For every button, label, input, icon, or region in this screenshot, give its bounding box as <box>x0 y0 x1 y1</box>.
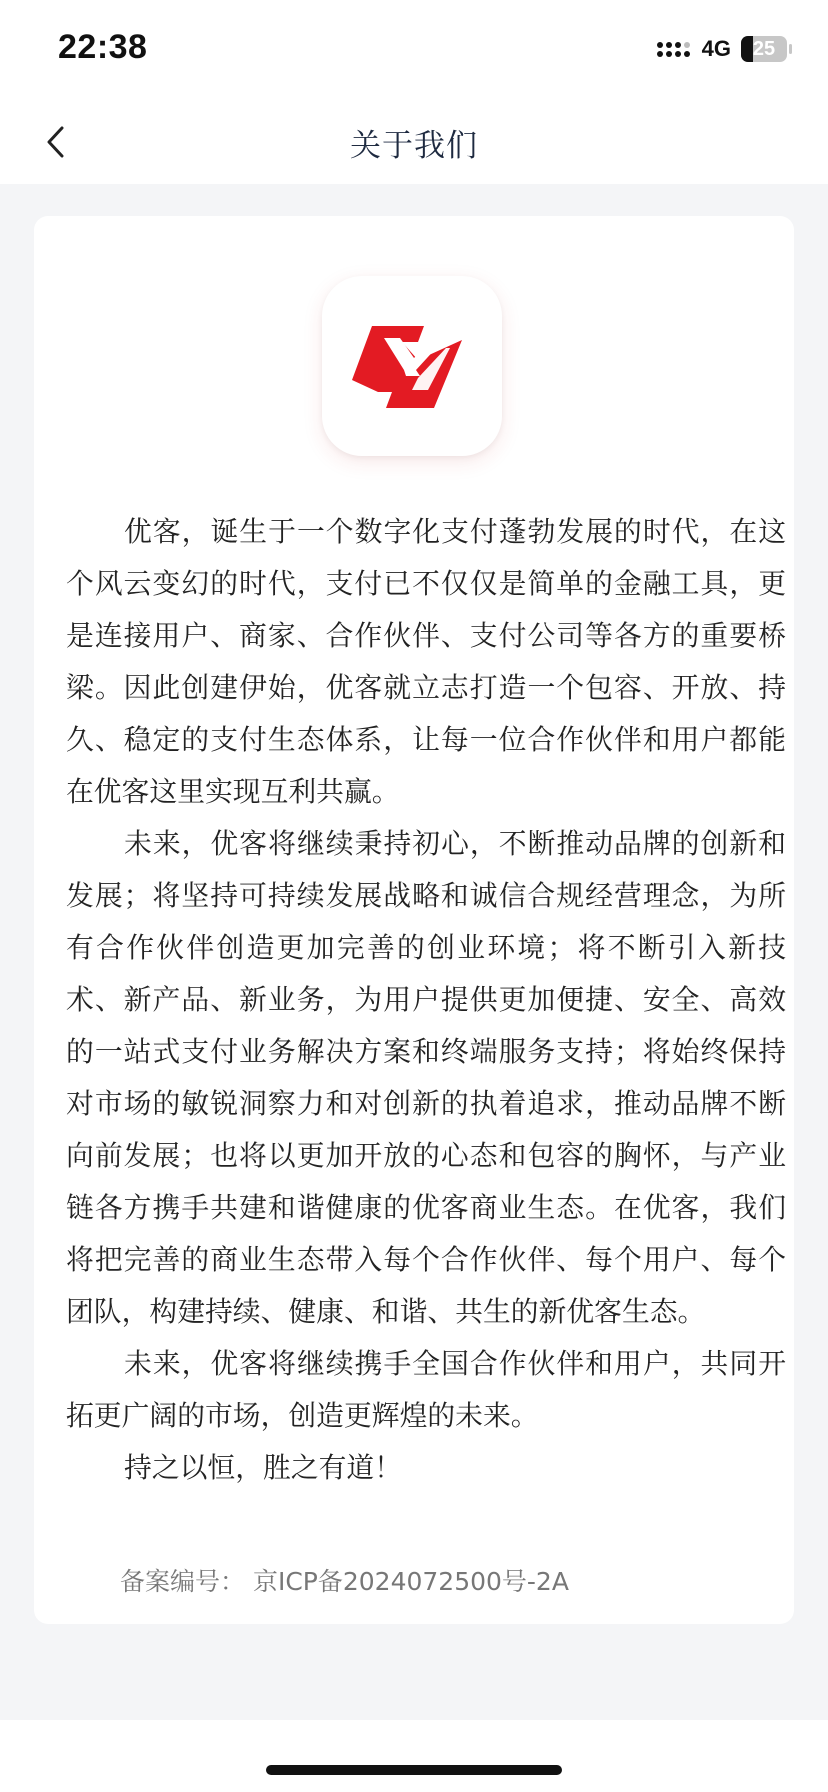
battery-level: 25 <box>752 37 776 60</box>
about-paragraph-3: 未来，优客将继续携手全国合作伙伴和用户，共同开拓更广阔的市场，创造更辉煌的未来。 <box>66 1347 786 1432</box>
brand-logo-icon <box>322 276 502 456</box>
about-paragraph-1: 优客，诞生于一个数字化支付蓬勃发展的时代，在这个风云变幻的时代，支付已不仅仅是简单的金融工具，更是连接用户、商家、合作伙伴、支付公司等各方的重要桥梁。因此创建伊始，优客就立志打造一个包容、开放、持久、稳定的支付生态体系，让每一位合作伙伴和用户都能在优客这里实现互利共赢。 <box>66 515 786 808</box>
about-paragraph-4: 持之以恒，胜之有道！ <box>124 1451 402 1484</box>
about-paragraph-2: 未来，优客将继续秉持初心，不断推动品牌的创新和发展；将坚持可持续发展战略和诚信合规经营理念，为所有合作伙伴创造更加完善的创业环境；将不断引入新技术、新产品、新业务，为用户提供更加便捷、安全、高效的一站式支付业务解决方案和终端服务支持；将始终保持对市场的敏锐洞察力和对创新的执着追求，推动品牌不断向前发展；也将以更加开放的心态和包容的胸怀，与产业链各方携手共建和谐健康的优客商业生态。在优客，我们将把完善的商业生态带入每个合作伙伴、每个用户、每个团队，构建持续、健康、和谐、共生的新优客生态。 <box>66 827 786 1328</box>
network-label: 4G <box>701 36 731 61</box>
status-bar <box>0 0 828 100</box>
status-indicators <box>657 34 792 64</box>
nav-bar <box>0 100 828 184</box>
signal-icon <box>657 42 690 57</box>
logo-box <box>322 276 502 456</box>
about-text <box>66 506 786 1494</box>
icp-record-number: 备案编号： 京ICP备2024072500号-2A <box>120 1567 569 1596</box>
status-time: 22:38 <box>58 28 148 66</box>
home-indicator[interactable] <box>266 1765 562 1775</box>
battery-cap <box>789 44 792 54</box>
footer-area <box>0 1720 828 1792</box>
about-card <box>34 216 794 1624</box>
page-title: 关于我们 <box>350 128 478 164</box>
battery-icon <box>741 36 787 62</box>
